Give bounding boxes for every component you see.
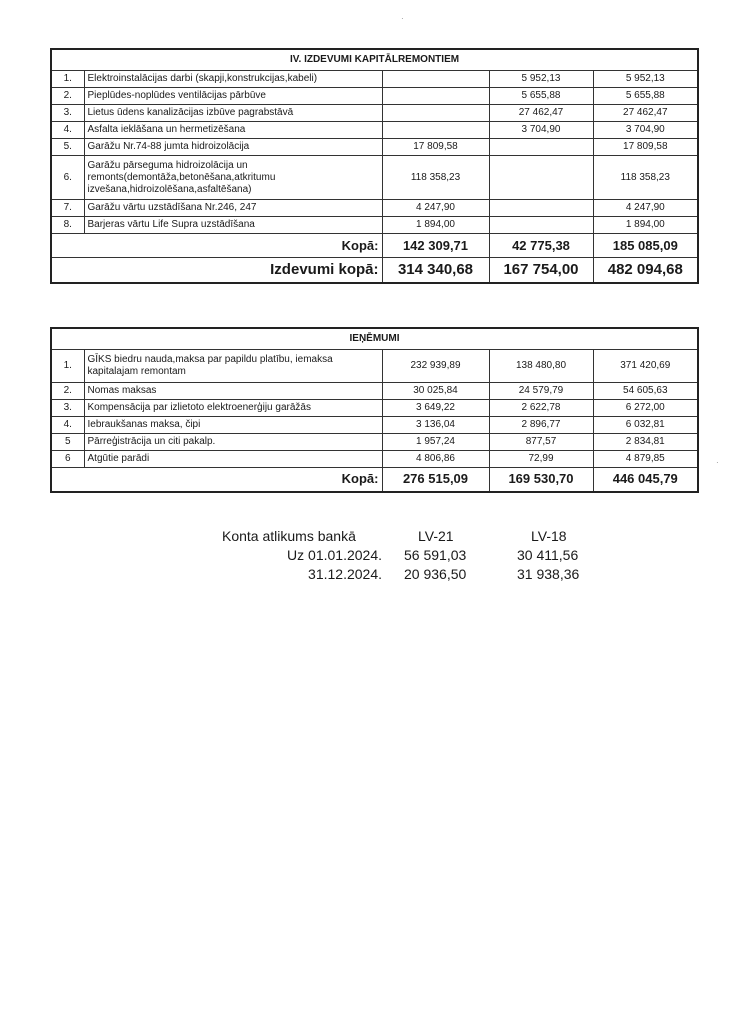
value-col-3: 17 809,58 — [593, 139, 698, 156]
bank-row-label: Uz 01.01.2024. — [287, 547, 382, 563]
row-number: 5. — [51, 139, 84, 156]
row-number: 2. — [51, 383, 84, 400]
table-row — [51, 105, 698, 122]
value-col-3: 6 272,00 — [593, 400, 698, 417]
row-number: 3. — [51, 105, 84, 122]
row-number: 5 — [51, 434, 84, 451]
value-col-2 — [489, 217, 593, 234]
row-description: Nomas maksas — [84, 383, 382, 400]
expenses-total-value: 42 775,38 — [489, 234, 593, 258]
value-col-3: 27 462,47 — [593, 105, 698, 122]
value-col-1 — [382, 71, 489, 88]
value-col-2 — [489, 139, 593, 156]
income-total — [51, 468, 698, 492]
value-col-1: 232 939,89 — [382, 350, 489, 383]
bank-value: 56 591,03 — [404, 547, 467, 563]
row-description: Lietus ūdens kanalizācijas izbūve pagrabstāvā — [84, 105, 382, 122]
expenses-total-value: 142 309,71 — [382, 234, 489, 258]
value-col-1 — [382, 88, 489, 105]
table-row — [51, 139, 698, 156]
scan-speck: · — [401, 14, 404, 23]
value-col-1: 118 358,23 — [382, 156, 489, 200]
expenses-grand-total-label: Izdevumi kopā: — [51, 258, 382, 284]
table-row — [51, 350, 698, 383]
value-col-3: 54 605,63 — [593, 383, 698, 400]
expenses-grand-total-value: 482 094,68 — [593, 258, 698, 284]
table-row — [51, 71, 698, 88]
row-number: 1. — [51, 350, 84, 383]
value-col-3: 2 834,81 — [593, 434, 698, 451]
value-col-1: 3 649,22 — [382, 400, 489, 417]
value-col-3: 4 879,85 — [593, 451, 698, 468]
value-col-1: 1 957,24 — [382, 434, 489, 451]
row-description: Garāžu Nr.74-88 jumta hidroizolācija — [84, 139, 382, 156]
row-description: Elektroinstalācijas darbi (skapji,konstrukcijas,kabeli) — [84, 71, 382, 88]
expenses-total — [51, 234, 698, 258]
value-col-3: 371 420,69 — [593, 350, 698, 383]
row-number: 6 — [51, 451, 84, 468]
bank-row-label: 31.12.2024. — [308, 566, 382, 582]
row-description: Pieplūdes-noplūdes ventilācijas pārbūve — [84, 88, 382, 105]
bank-value: 31 938,36 — [517, 566, 580, 582]
bank-value: 30 411,56 — [517, 547, 579, 563]
value-col-2 — [489, 200, 593, 217]
value-col-2: 72,99 — [489, 451, 593, 468]
row-description: Barjeras vārtu Life Supra uzstādīšana — [84, 217, 382, 234]
table-row — [51, 122, 698, 139]
row-description: Atgūtie parādi — [84, 451, 382, 468]
row-number: 4. — [51, 122, 84, 139]
income-total-value: 446 045,79 — [593, 468, 698, 492]
value-col-3: 1 894,00 — [593, 217, 698, 234]
row-description: Pārreģistrācija un citi pakalp. — [84, 434, 382, 451]
value-col-2: 2 896,77 — [489, 417, 593, 434]
value-col-2: 24 579,79 — [489, 383, 593, 400]
expenses-table — [50, 48, 699, 284]
value-col-3: 5 952,13 — [593, 71, 698, 88]
row-number: 3. — [51, 400, 84, 417]
expenses-grand-total — [51, 258, 698, 284]
income-table — [50, 327, 699, 493]
income-total-value: 169 530,70 — [489, 468, 593, 492]
value-col-2 — [489, 156, 593, 200]
value-col-1: 3 136,04 — [382, 417, 489, 434]
row-number: 2. — [51, 88, 84, 105]
expenses-total-value: 185 085,09 — [593, 234, 698, 258]
value-col-1 — [382, 122, 489, 139]
table-row — [51, 88, 698, 105]
row-number: 6. — [51, 156, 84, 200]
table-row — [51, 156, 698, 200]
row-description: Garāžu pārseguma hidroizolācija un remonts(demontāža,betonēšana,atkritumu izvešana,hidroizolēšana,asfaltēšana) — [84, 156, 382, 200]
value-col-2: 27 462,47 — [489, 105, 593, 122]
table-row — [51, 383, 698, 400]
expenses-total-label: Kopā: — [51, 234, 382, 258]
row-description: GĪKS biedru nauda,maksa par papildu platību, iemaksa kapitalajam remontam — [84, 350, 382, 383]
expenses-title: IV. IZDEVUMI KAPITĀLREMONTIEM — [51, 49, 698, 71]
value-col-1 — [382, 105, 489, 122]
value-col-2: 138 480,80 — [489, 350, 593, 383]
row-number: 4. — [51, 417, 84, 434]
expenses-grand-total-value: 314 340,68 — [382, 258, 489, 284]
value-col-2: 3 704,90 — [489, 122, 593, 139]
scan-speck: · — [716, 458, 719, 467]
bank-col-lv18: LV-18 — [531, 528, 567, 544]
value-col-1: 17 809,58 — [382, 139, 489, 156]
value-col-3: 6 032,81 — [593, 417, 698, 434]
row-number: 8. — [51, 217, 84, 234]
value-col-1: 4 247,90 — [382, 200, 489, 217]
table-row — [51, 400, 698, 417]
table-row — [51, 217, 698, 234]
value-col-2: 877,57 — [489, 434, 593, 451]
table-row — [51, 417, 698, 434]
row-description: Kompensācija par izlietoto elektroenerģiju garāžās — [84, 400, 382, 417]
income-title: IEŅĒMUMI — [51, 328, 698, 350]
table-row — [51, 434, 698, 451]
value-col-3: 5 655,88 — [593, 88, 698, 105]
value-col-3: 3 704,90 — [593, 122, 698, 139]
row-description: Iebraukšanas maksa, čipi — [84, 417, 382, 434]
value-col-1: 1 894,00 — [382, 217, 489, 234]
value-col-2: 5 952,13 — [489, 71, 593, 88]
row-description: Asfalta ieklāšana un hermetizēšana — [84, 122, 382, 139]
income-total-value: 276 515,09 — [382, 468, 489, 492]
value-col-3: 118 358,23 — [593, 156, 698, 200]
expenses-grand-total-value: 167 754,00 — [489, 258, 593, 284]
value-col-1: 30 025,84 — [382, 383, 489, 400]
value-col-3: 4 247,90 — [593, 200, 698, 217]
row-description: Garāžu vārtu uzstādīšana Nr.246, 247 — [84, 200, 382, 217]
row-number: 1. — [51, 71, 84, 88]
bank-col-lv21: LV-21 — [418, 528, 454, 544]
value-col-2: 2 622,78 — [489, 400, 593, 417]
table-row — [51, 451, 698, 468]
bank-value: 20 936,50 — [404, 566, 467, 582]
bank-title: Konta atlikums bankā — [222, 528, 356, 544]
value-col-1: 4 806,86 — [382, 451, 489, 468]
income-total-label: Kopā: — [51, 468, 382, 492]
value-col-2: 5 655,88 — [489, 88, 593, 105]
row-number: 7. — [51, 200, 84, 217]
table-row — [51, 200, 698, 217]
